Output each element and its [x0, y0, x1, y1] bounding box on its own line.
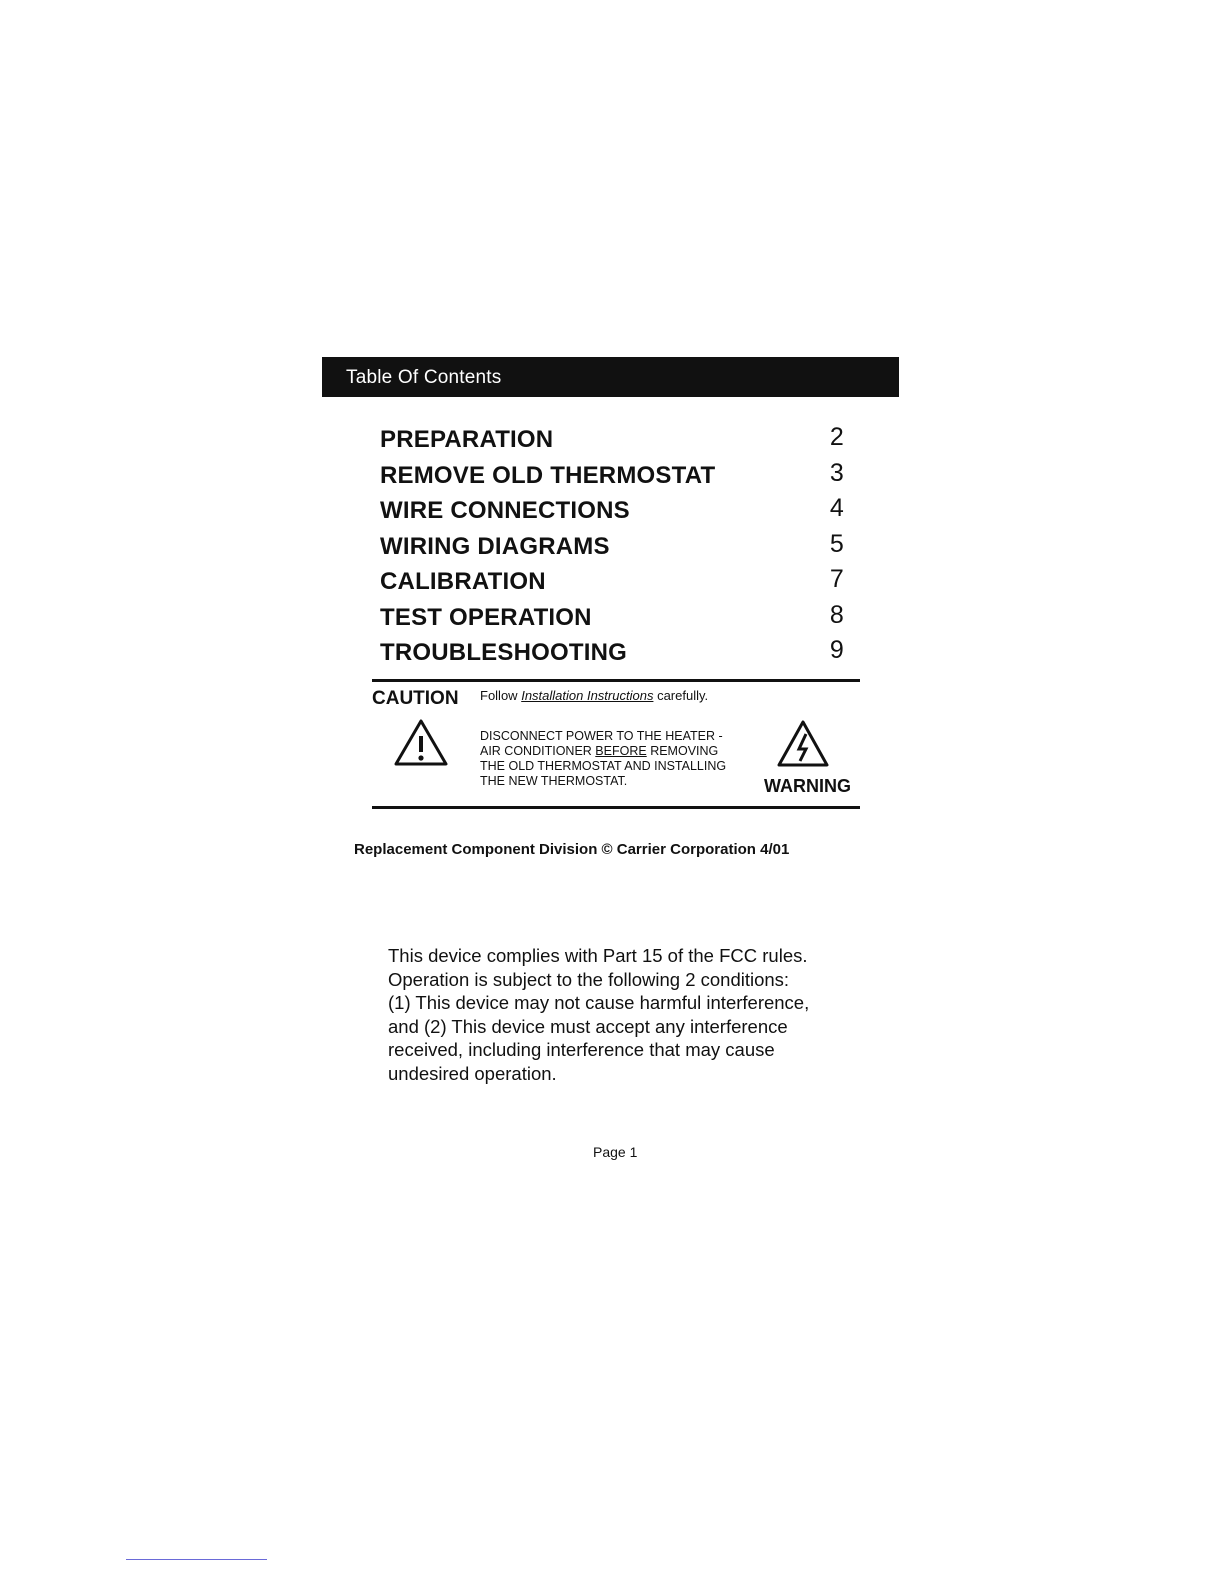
warning-line [480, 744, 760, 759]
footer-link-underline [126, 1559, 267, 1560]
toc-item-page: 4 [829, 494, 844, 522]
warning-message [480, 729, 760, 789]
fcc-line: undesired operation. [388, 1062, 557, 1084]
toc-item-page: 3 [829, 459, 844, 487]
installation-instructions-link: Installation Instructions [521, 688, 654, 703]
page-number: Page 1 [593, 1144, 638, 1160]
toc-item [380, 530, 844, 569]
toc-item-title: PREPARATION [380, 426, 554, 453]
toc-item-title: WIRE CONNECTIONS [380, 497, 630, 524]
toc-header-bar [322, 357, 899, 397]
toc-item-title: WIRING DIAGRAMS [380, 533, 610, 560]
warning-emphasis: BEFORE [595, 744, 647, 758]
caution-label: CAUTION [372, 688, 459, 709]
warning-line: THE OLD THERMOSTAT AND INSTALLING [480, 759, 727, 773]
caution-text [480, 688, 708, 703]
toc-item-page: 5 [829, 530, 844, 558]
toc-item-title: TROUBLESHOOTING [380, 639, 627, 666]
toc-item [380, 494, 844, 533]
toc-item-page: 7 [829, 565, 844, 593]
fcc-line: Operation is subject to the following 2 conditions: [388, 968, 790, 990]
toc-item-page: 9 [829, 636, 844, 664]
fcc-line: (1) This device may not cause harmful interference, [388, 992, 810, 1013]
fcc-notice [388, 944, 858, 1085]
division-credit: Replacement Component Division © Carrier Corporation 4/01 [354, 841, 790, 858]
warning-line: DISCONNECT POWER TO THE HEATER - [480, 729, 723, 743]
toc-item [380, 565, 844, 604]
fcc-line: This device complies with Part 15 of the FCC rules. [388, 945, 808, 966]
caution-text-before: Follow [480, 688, 518, 703]
toc-item-page: 8 [829, 601, 844, 629]
fcc-line: received, including interference that may cause [388, 1039, 775, 1060]
caution-triangle-icon [393, 718, 449, 768]
caution-text-after: carefully. [657, 688, 709, 703]
fcc-line: and (2) This device must accept any interference [388, 1015, 788, 1037]
toc-item-title: TEST OPERATION [380, 604, 592, 631]
toc-header-title: Table Of Contents [346, 367, 502, 388]
toc-item [380, 423, 844, 462]
toc-item [380, 601, 844, 640]
warning-line: THE NEW THERMOSTAT. [480, 774, 628, 788]
warning-label: WARNING [764, 776, 851, 796]
divider-bottom [372, 806, 860, 809]
electrical-hazard-triangle-icon [776, 719, 830, 769]
warning-line-part: REMOVING [650, 744, 719, 758]
warning-line-part: AIR CONDITIONER [480, 744, 592, 758]
toc-item-title: REMOVE OLD THERMOSTAT [380, 462, 716, 489]
toc-item-page: 2 [829, 423, 844, 451]
toc-item-title: CALIBRATION [380, 568, 546, 595]
divider-top [372, 679, 860, 682]
toc-item [380, 636, 844, 675]
toc-item [380, 459, 844, 498]
